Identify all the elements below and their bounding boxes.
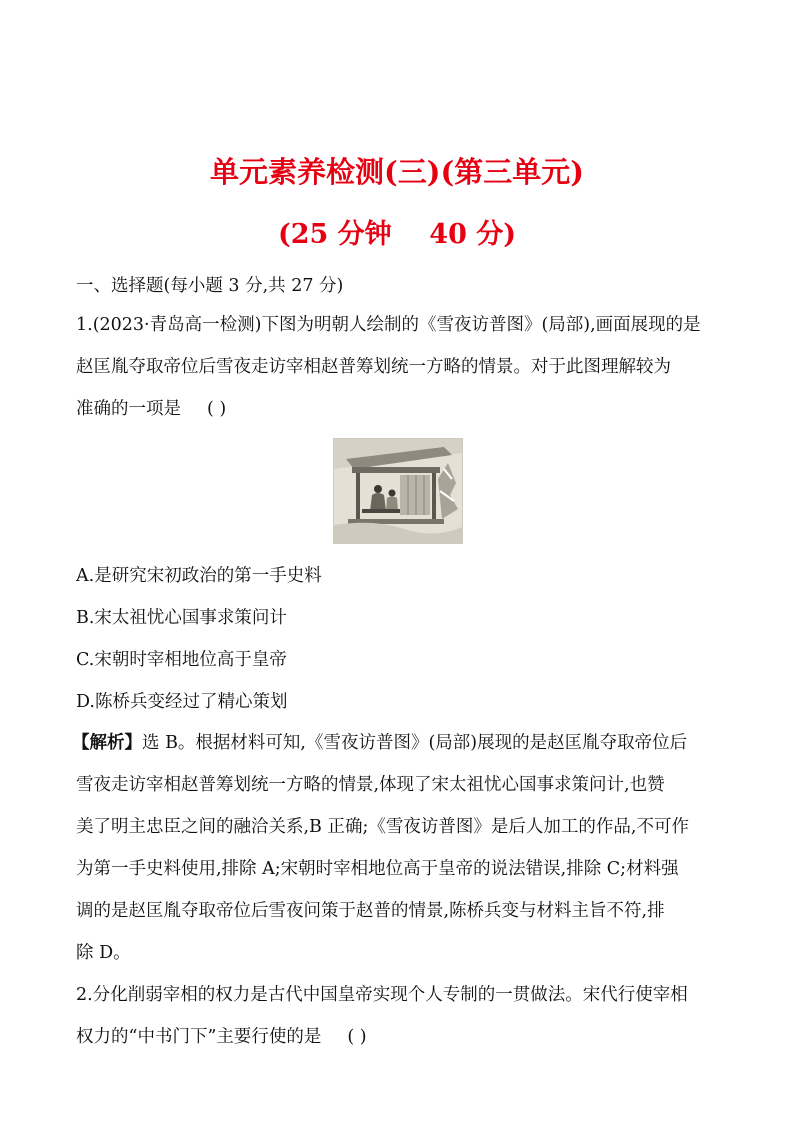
- question-1-line-1: 1.(2023·青岛高一检测)下图为明朝人绘制的《雪夜访普图》(局部),画面展现的是: [76, 315, 701, 335]
- question-1-line-3: [76, 397, 726, 421]
- analysis-line-3: 美了明主忠臣之间的融洽关系,B 正确;《雪夜访普图》是后人加工的作品,不可作: [76, 817, 689, 837]
- question-1-stem-end: 准确的一项是: [76, 399, 181, 419]
- option-a: A.是研究宋初政治的第一手史料: [76, 566, 322, 586]
- analysis-line-5: 调的是赵匡胤夺取帝位后雪夜问策于赵普的情景,陈桥兵变与材料主旨不符,排: [76, 901, 665, 921]
- analysis-line-6: 除 D。: [76, 943, 131, 963]
- page-subtitle: (25 分钟 40 分): [277, 219, 517, 250]
- question-2-stem-end: 权力的“中书门下”主要行使的是: [76, 1027, 322, 1047]
- page-title: 单元素养检测(三)(第三单元): [210, 155, 584, 189]
- analysis-line-1: [72, 731, 722, 755]
- question-2-line-1: 2.分化削弱宰相的权力是古代中国皇帝实现个人专制的一贯做法。宋代行使宰相: [76, 985, 688, 1005]
- analysis-text: 选 B。根据材料可知,《雪夜访普图》(局部)展现的是赵匡胤夺取帝位后: [142, 733, 688, 753]
- painting-illustration: [334, 439, 462, 543]
- option-d: D.陈桥兵变经过了精心策划: [76, 692, 288, 712]
- option-b: B.宋太祖忧心国事求策问计: [76, 608, 287, 628]
- section-heading: 一、选择题(每小题 3 分,共 27 分): [76, 276, 344, 296]
- question-2-line-2: [76, 1025, 726, 1049]
- option-c: C.宋朝时宰相地位高于皇帝: [76, 650, 287, 670]
- analysis-line-4: 为第一手史料使用,排除 A;宋朝时宰相地位高于皇帝的说法错误,排除 C;材料强: [76, 859, 679, 879]
- answer-blank-2: ( ): [347, 1027, 367, 1047]
- answer-blank: ( ): [206, 399, 227, 419]
- analysis-tag: 【解析】: [72, 733, 142, 753]
- question-1-line-2: 赵匡胤夺取帝位后雪夜走访宰相赵普筹划统一方略的情景。对于此图理解较为: [76, 357, 671, 377]
- analysis-line-2: 雪夜走访宰相赵普筹划统一方略的情景,体现了宋太祖忧心国事求策问计,也赞: [76, 775, 665, 795]
- painting-image: [333, 438, 463, 544]
